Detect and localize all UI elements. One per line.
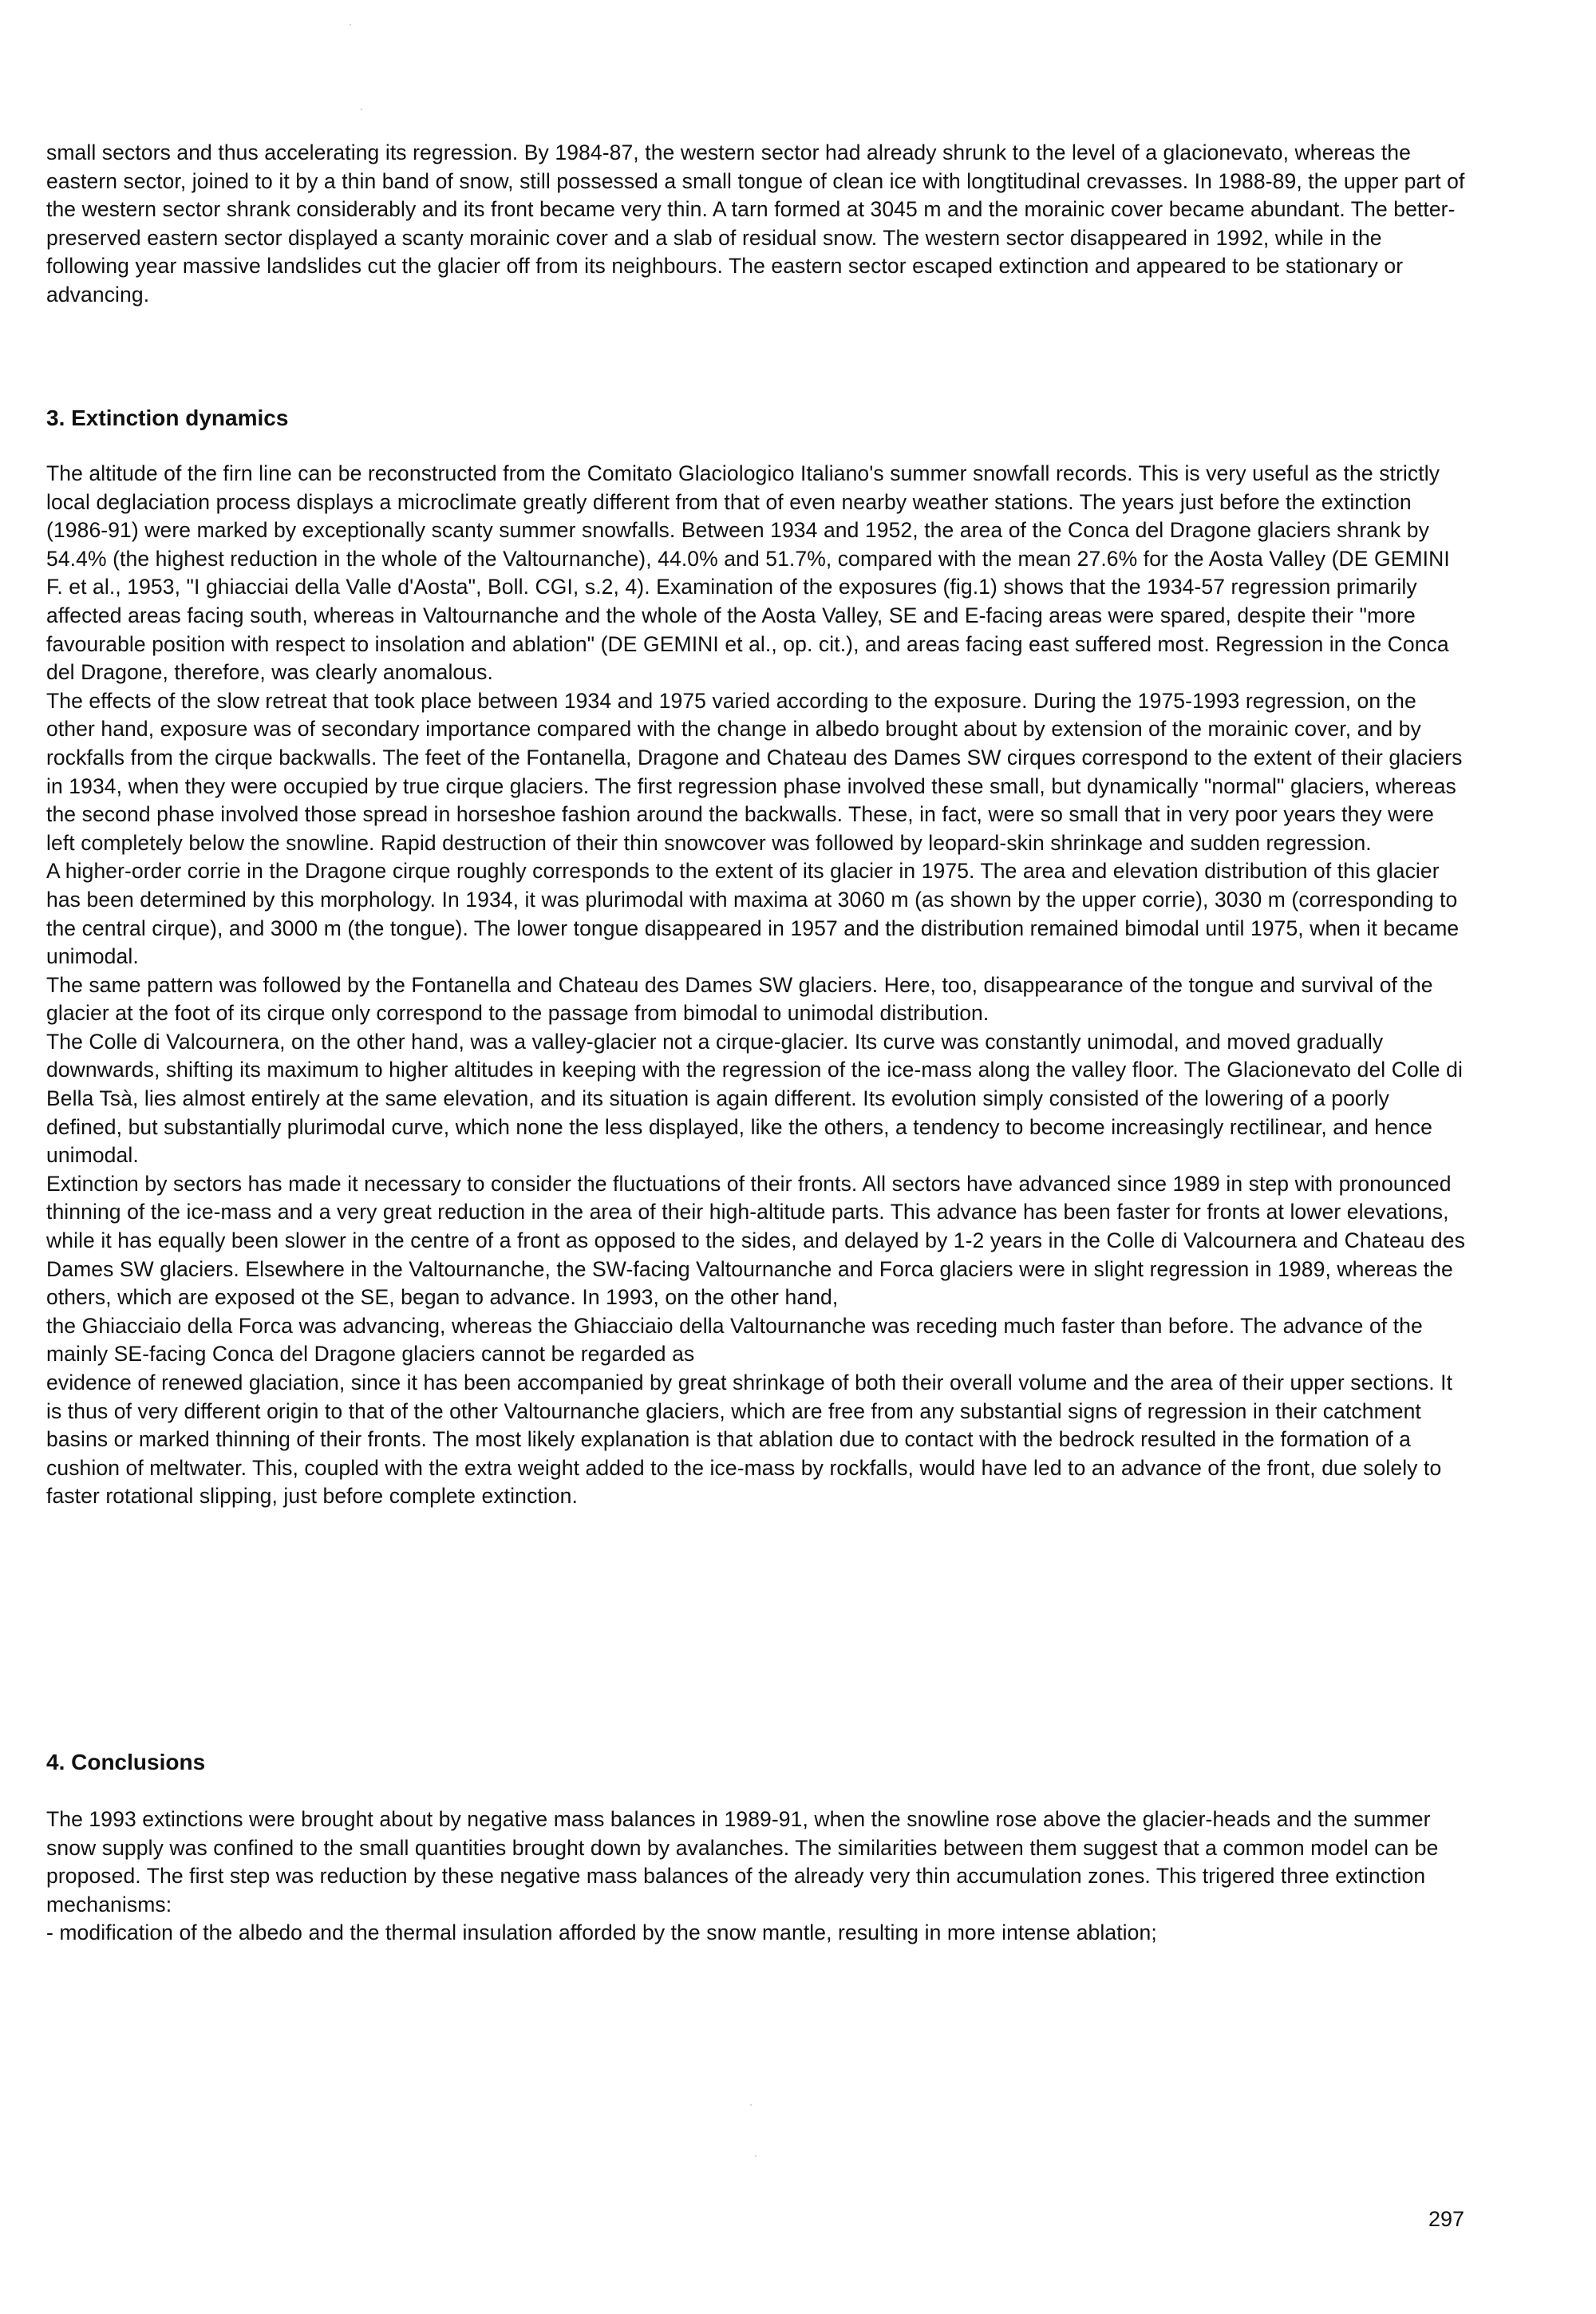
- paragraph: small sectors and thus accelerating its regression. By 1984-87, the western sector had already shrunk to the level of a glacionevato, whereas the eastern sector, joined to it by a thin band of snow, still possessed a small tongue of clean ice with longtitudinal crevasses. In 1988-89, the upper part of the western sector shrank considerably and its front became very thin. A tarn formed at 3045 m and the morainic cover became abundant. The better-preserved eastern sector displayed a scanty morainic cover and a slab of residual snow. The western sector disappeared in 1992, while in the following year massive landslides cut the glacier off from its neighbours. The eastern sector escaped extinction and appeared to be stationary or advancing.: [46, 140, 1465, 307]
- section-heading-conclusions: 4. Conclusions: [46, 1750, 206, 1774]
- paragraph: The same pattern was followed by the Fontanella and Chateau des Dames SW glaciers. Here, too, disappearance of the tongue and survival of the glacier at the foot of its cirque only correspond to the passage from bimodal to unimodal distribution.: [46, 972, 1433, 1026]
- scan-speck: [350, 24, 351, 26]
- section-extinction-dynamics-body: [46, 460, 1467, 1511]
- paragraph: the Ghiacciaio della Forca was advancing, whereas the Ghiacciaio della Valtournanche was receding much faster than before. The advance of the mainly SE-facing Conca del Dragone glaciers cannot be regarded as: [46, 1313, 1423, 1367]
- scan-speck: [755, 2155, 757, 2157]
- paragraph: The 1993 extinctions were brought about by negative mass balances in 1989-91, when the snowline rose above the glacier-heads and the summer snow supply was confined to the small quantities brought down by avalanches. The similarities between them suggest that a common model can be proposed. The first step was reduction by these negative mass balances of the already very thin accumulation zones. This trigered three extinction mechanisms:: [46, 1807, 1439, 1916]
- section-conclusions-body: [46, 1806, 1467, 1948]
- paragraph: - modification of the albedo and the thermal insulation afforded by the snow mantle, resulting in more intense ablation;: [46, 1920, 1157, 1945]
- paragraph: The effects of the slow retreat that took place between 1934 and 1975 varied according to the exposure. During the 1975-1993 regression, on the other hand, exposure was of secondary importance compared with the change in albedo brought about by extension of the morainic cover, and by rockfalls from the cirque backwalls. The feet of the Fontanella, Dragone and Chateau des Dames SW cirques correspond to the extent of their glaciers in 1934, when they were occupied by true cirque glaciers. The first regression phase involved these small, but dynamically "normal" glaciers, whereas the second phase involved those spread in horseshoe fashion around the backwalls. These, in fact, were so small that in very poor years they were left completely below the snowline. Rapid destruction of their thin snowcover was followed by leopard-skin shrinkage and sudden regression.: [46, 688, 1463, 855]
- scan-speck: [361, 109, 362, 110]
- paragraph: The Colle di Valcournera, on the other hand, was a valley-glacier not a cirque-glacier. Its curve was constantly unimodal, and moved gradually downwards, shifting its maximum to higher altitudes in keeping with the regression of the ice-mass along the valley floor. The Glacionevato del Colle di Bella Tsà, lies almost entirely at the same elevation, and its situation is again different. Its evolution simply consisted of the lowering of a poorly defined, but substantially plurimodal curve, which none the less displayed, like the others, a tendency to become increasingly rectilinear, and hence unimodal.: [46, 1029, 1463, 1168]
- paragraph: Extinction by sectors has made it necessary to consider the fluctuations of their fronts. All sectors have advanced since 1989 in step with pronounced thinning of the ice-mass and a very great reduction in the area of their high-altitude parts. This advance has been faster for fronts at lower elevations, while it has equally been slower in the centre of a front as opposed to the sides, and delayed by 1-2 years in the Colle di Valcournera and Chateau des Dames SW glaciers. Elsewhere in the Valtournanche, the SW-facing Valtournanche and Forca glaciers were in slight regression in 1989, whereas the others, which are exposed ot the SE, began to advance. In 1993, on the other hand,: [46, 1171, 1465, 1310]
- scan-speck: [750, 2104, 752, 2106]
- paragraph: evidence of renewed glaciation, since it has been accompanied by great shrinkage of both their overall volume and the area of their upper sections. It is thus of very different origin to that of the other Valtournanche glaciers, which are free from any substantial signs of regression in their catchment basins or marked thinning of their fronts. The most likely explanation is that ablation due to contact with the bedrock resulted in the formation of a cushion of meltwater. This, coupled with the extra weight added to the ice-mass by rockfalls, would have led to an advance of the front, due solely to faster rotational slipping, just before complete extinction.: [46, 1371, 1453, 1509]
- paragraph: The altitude of the firn line can be reconstructed from the Comitato Glaciologico Italiano's summer snowfall records. This is very useful as the strictly local deglaciation process displays a microclimate greatly different from that of even nearby weather stations. The years just before the extinction (1986-91) were marked by exceptionally scanty summer snowfalls. Between 1934 and 1952, the area of the Conca del Dragone glaciers shrank by 54.4% (the highest reduction in the whole of the Valtournanche), 44.0% and 51.7%, compared with the mean 27.6% for the Aosta Valley (DE GEMINI F. et al., 1953, "I ghiacciai della Valle d'Aosta", Boll. CGI, s.2, 4). Examination of the exposures (fig.1) shows that the 1934-57 regression primarily affected areas facing south, whereas in Valtournanche and the whole of the Aosta Valley, SE and E-facing areas were spared, despite their "more favourable position with respect to insolation and ablation" (DE GEMINI et al., op. cit.), and areas facing east suffered most. Regression in the Conca del Dragone, therefore, was clearly anomalous.: [46, 461, 1450, 685]
- page-number: 297: [1428, 2207, 1464, 2231]
- paragraph: A higher-order corrie in the Dragone cirque roughly corresponds to the extent of its glacier in 1975. The area and elevation distribution of this glacier has been determined by this morphology. In 1934, it was plurimodal with maxima at 3060 m (as shown by the upper corrie), 3030 m (corresponding to the central cirque), and 3000 m (the tongue). The lower tongue disappeared in 1957 and the distribution remained bimodal until 1975, when it became unimodal.: [46, 859, 1460, 969]
- intro-text: [46, 139, 1467, 310]
- section-heading-extinction-dynamics: 3. Extinction dynamics: [46, 405, 289, 430]
